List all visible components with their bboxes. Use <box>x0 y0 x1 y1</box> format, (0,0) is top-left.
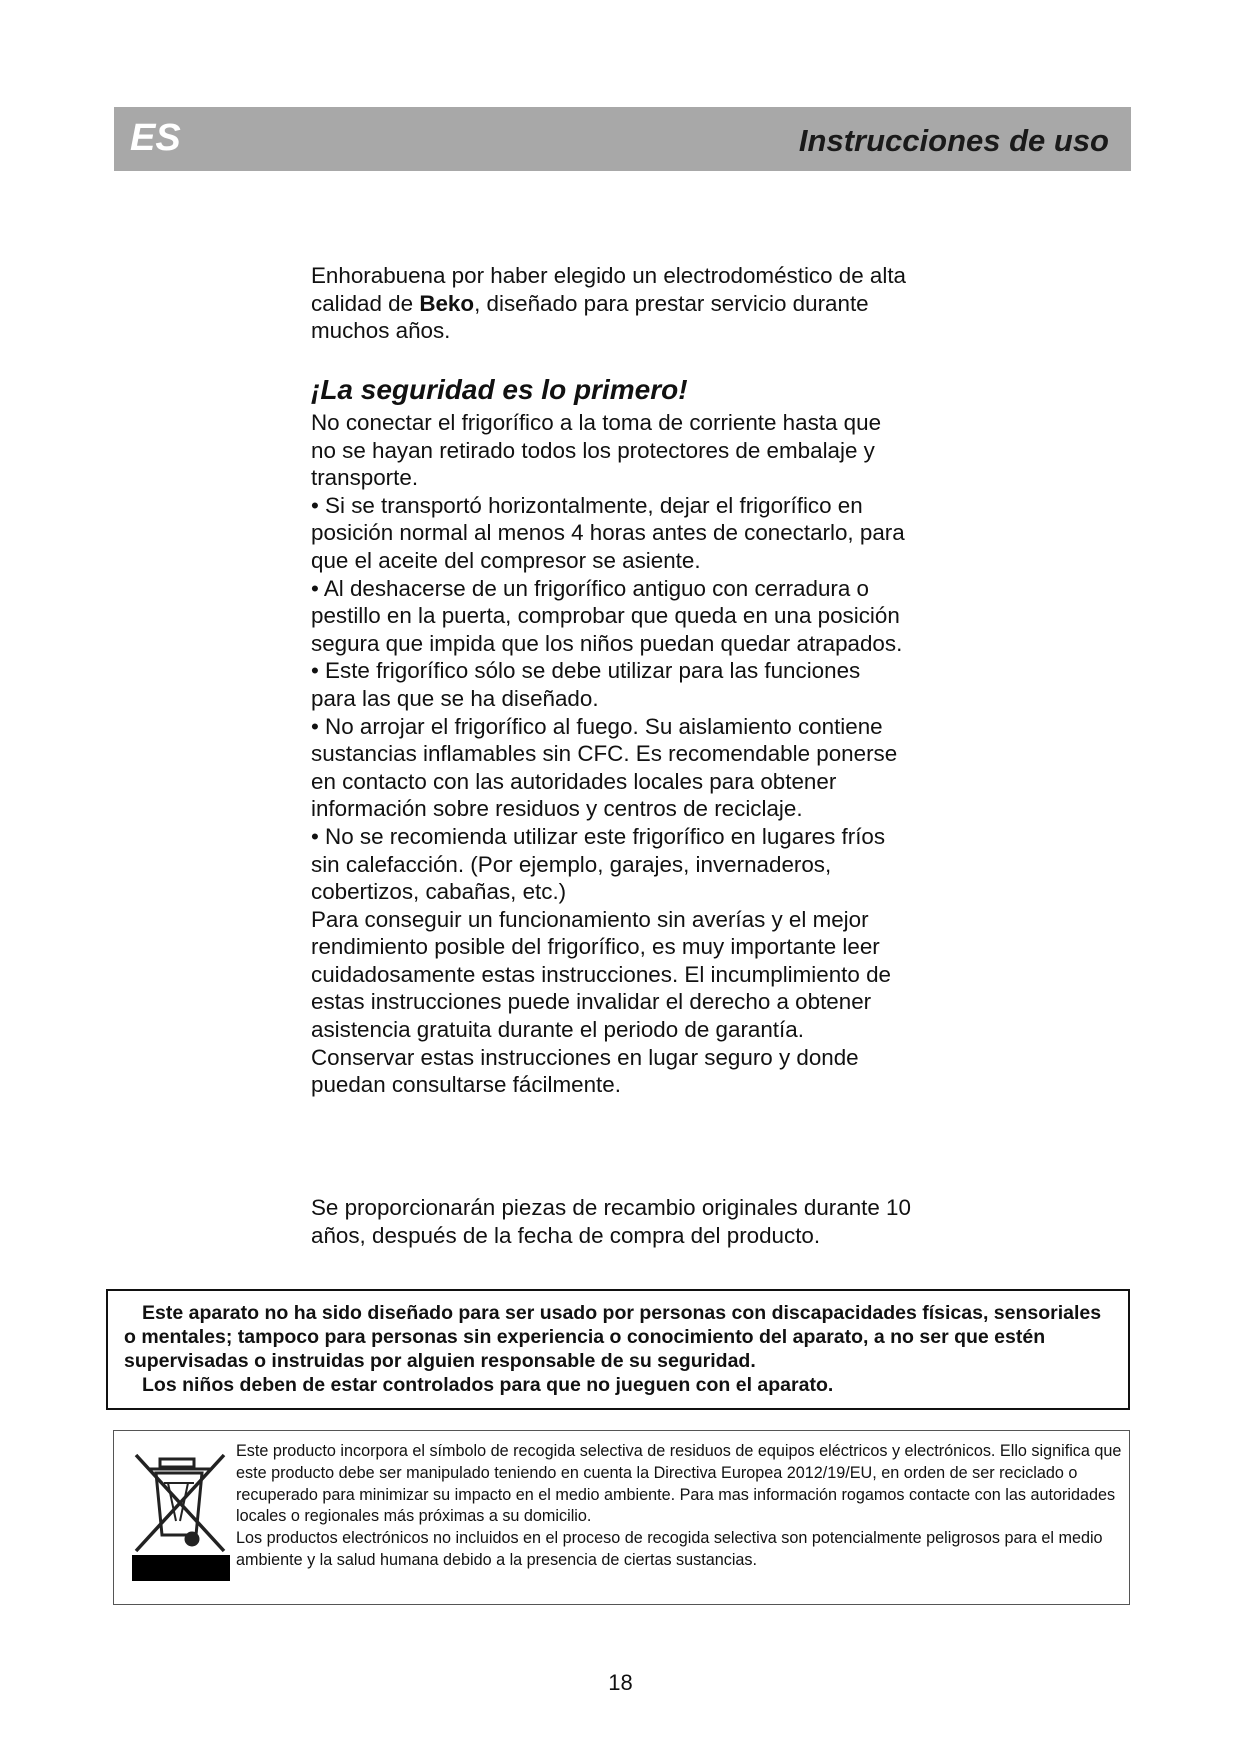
intro-paragraph <box>311 262 911 345</box>
spare-parts-text: Se proporcionarán piezas de recambio originales durante 10 años, después de la fecha de compra del producto. <box>311 1195 911 1248</box>
page-number: 18 <box>608 1670 633 1695</box>
weee-text-block <box>236 1441 1126 1572</box>
warning-children-text: Los niños deben de estar controlados para que no jueguen con el aparato. <box>142 1374 834 1396</box>
warning-box <box>106 1289 1130 1410</box>
weee-paragraph: Este producto incorpora el símbolo de recogida selectiva de residuos de equipos eléctricos y electrónicos. Ello significa que este producto debe ser manipulado teniendo en cuenta la Directiva Europea 2012/19/EU, en orden de ser reciclado o recuperado para minimizar su impacto en el medio ambiente. Para mas información rogamos contacte con las autoridades locales o regionales más próximas a su domicilio. <box>236 1442 1122 1526</box>
weee-paragraph: Los productos electrónicos no incluidos en el proceso de recogida selectiva son potencialmente peligrosos para el medio ambiente y la salud humana debido a la presencia de ciertas sustancias. <box>236 1529 1103 1569</box>
safety-paragraph: Para conseguir un funcionamiento sin averías y el mejor rendimiento posible del frigorífico, es muy importante leer cuidadosamente estas instrucciones. El incumplimiento de estas instrucciones puede invalidar el derecho a obtener asistencia gratuita durante el periodo de garantía. <box>311 906 891 1043</box>
safety-paragraph: • Si se transportó horizontalmente, dejar el frigorífico en posición normal al menos 4 horas antes de conectarlo, para que el aceite del compresor se asiente. <box>311 492 905 573</box>
spare-parts-paragraph <box>311 1194 911 1249</box>
safety-paragraph: No conectar el frigorífico a la toma de corriente hasta que no se hayan retirado todos los protectores de embalaje y transporte. <box>311 410 882 491</box>
crossed-out-wheelie-bin-icon <box>130 1447 230 1567</box>
page-title: Instrucciones de uso <box>798 123 1109 158</box>
weee-notice-box <box>113 1430 1130 1605</box>
weee-black-bar <box>132 1555 230 1581</box>
safety-paragraph: Conservar estas instrucciones en lugar seguro y donde puedan consultarse fácilmente. <box>311 1044 859 1098</box>
intro-text-end: , diseñado para prestar servicio durante muchos años. <box>311 290 869 344</box>
brand-name: Beko <box>419 290 475 316</box>
safety-paragraph: • Este frigorífico sólo se debe utilizar para las funciones para las que se ha diseñado. <box>311 658 861 711</box>
safety-paragraph: • Al deshacerse de un frigorífico antiguo con cerradura o pestillo en la puerta, comprobar que queda en una posición segura que impida que los niños puedan quedar atrapados. <box>311 575 903 656</box>
safety-paragraph: • No arrojar el frigorífico al fuego. Su aislamiento contiene sustancias inflamables sin CFC. Es recomendable ponerse en contacto con las autoridades locales para obtener información sobre residuos y centros de reciclaje. <box>311 713 898 822</box>
safety-section <box>311 373 911 1099</box>
page-header <box>114 107 1131 171</box>
language-code: ES <box>130 117 181 159</box>
safety-paragraph: • No se recomienda utilizar este frigorífico en lugares fríos sin calefacción. (Por ejemplo, garajes, invernaderos, cobertizos, cabañas, etc.) <box>311 823 886 905</box>
intro-text-start: Enhorabuena por haber elegido un electrodoméstico de alta calidad de <box>311 263 907 316</box>
warning-text: Este aparato no ha sido diseñado para ser usado por personas con discapacidades físicas, sensoriales o mentales; tampoco para personas sin experiencia o conocimiento del aparato, a no ser que estén supervisadas o instruidas por alguien responsable de su seguridad. <box>124 1302 1102 1372</box>
safety-heading: ¡La seguridad es lo primero! <box>311 374 688 405</box>
